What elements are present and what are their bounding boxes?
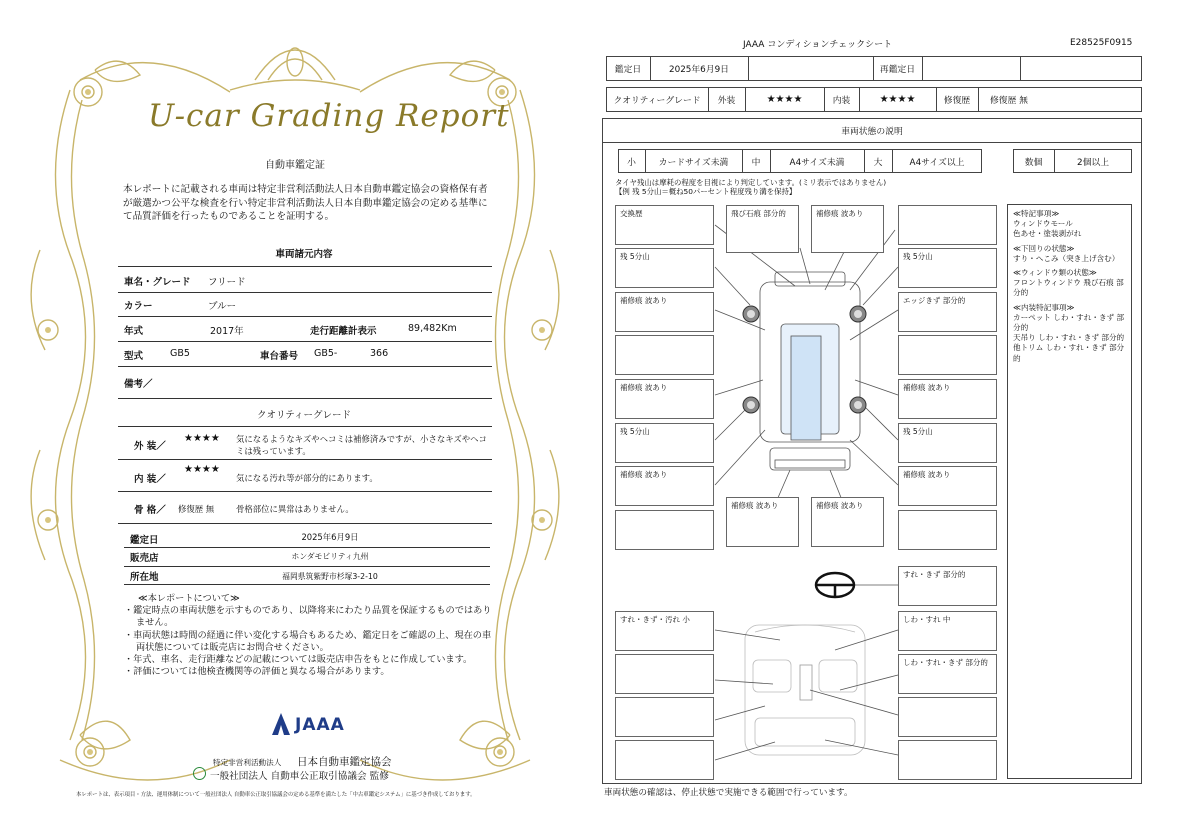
damage-box-front-right <box>898 205 997 245</box>
notes-title: ≪本レポートについて≫ <box>138 593 240 604</box>
damage-box-right-1: 残 5分山 <box>898 248 997 288</box>
fair-trade-mark-icon <box>193 767 206 780</box>
repair-label: 修復歴 <box>943 96 971 106</box>
interior-box-right-3 <box>898 697 997 737</box>
note-item: ・評価については他検査機関等の評価と異なる場合があります。 <box>124 666 390 678</box>
damage-box-rear-left: 補修痕 波あり <box>726 497 799 547</box>
damage-box-right-7 <box>898 510 997 550</box>
legend-medium: 中 <box>751 157 761 168</box>
divider <box>118 523 492 524</box>
remarks-label: 備考／ <box>124 379 153 390</box>
year-value: 2017年 <box>210 326 244 337</box>
condition-check-sheet <box>595 0 1181 835</box>
damage-box-left-4: 補修痕 波あり <box>615 379 714 419</box>
sheet-header: JAAA コンディションチェックシート <box>743 40 893 50</box>
damage-box-left-6: 補修痕 波あり <box>615 466 714 506</box>
certificate-subtitle: 自動車鑑定証 <box>265 160 325 171</box>
legend-medium-desc: A4サイズ未満 <box>789 157 845 168</box>
state-title: 車両状態の説明 <box>841 126 903 137</box>
divider <box>118 459 492 460</box>
divider <box>118 491 492 492</box>
report-title: U-car Grading Report <box>148 98 510 134</box>
mileage-value: 89,482Km <box>408 323 457 334</box>
damage-box-right-5: 残 5分山 <box>898 423 997 463</box>
address-label: 所在地 <box>130 572 159 583</box>
address-value: 福岡県筑紫野市杉塚3-2-10 <box>282 572 378 581</box>
damage-box-front-left: 交換歴 <box>615 205 714 245</box>
chassis-number: 366 <box>370 348 389 359</box>
legend-small: 小 <box>627 157 636 168</box>
frame-status: 修復歴 無 <box>178 504 215 514</box>
inspection-date-value: 2025年6月9日 <box>301 532 359 542</box>
car-name-label: 車名・グレード <box>124 277 191 288</box>
note-item: ・車両状態は時間の経過に伴い変化する場合もあるため、鑑定日をご確認の上、現在の車両状態については販売店にお問合せください。 <box>124 629 492 653</box>
int-grade-stars: ★★★★ <box>879 94 916 105</box>
divider <box>118 398 492 399</box>
grading-certificate <box>0 0 590 835</box>
date-label: 鑑定日 <box>614 65 642 75</box>
org-supervisor: 一般社団法人 自動車公正取引協議会 監修 <box>210 771 389 782</box>
damage-box-front-window: 飛び石痕 部分的 <box>726 205 799 253</box>
divider <box>118 292 492 293</box>
jaaa-logo-icon <box>270 711 292 737</box>
notes-item: すり・へこみ（突き上げ含む） <box>1013 253 1120 263</box>
notes-heading-special: ≪特記事項≫ <box>1013 209 1060 218</box>
damage-box-right-4: 補修痕 波あり <box>898 379 997 419</box>
quality-header: クオリティーグレード <box>256 410 352 421</box>
exterior-stars: ★★★★ <box>184 433 220 444</box>
damage-box-rear-right: 補修痕 波あり <box>811 497 884 547</box>
note-item: ・年式、車名、走行距離などの記載については販売店申告をもとに作成しています。 <box>124 654 473 666</box>
org-name: 日本自動車鑑定協会 <box>297 756 392 768</box>
dealer-value: ホンダモビリティ九州 <box>291 552 369 561</box>
chassis-value: GB5- <box>314 348 338 359</box>
sheet-code: E28525F0915 <box>1070 38 1133 48</box>
divider <box>118 341 492 342</box>
interior-box-steering: すれ・きず 部分的 <box>898 566 997 606</box>
int-grade-label: 内装 <box>832 96 851 106</box>
interior-stars: ★★★★ <box>184 464 220 475</box>
notes-heading-interior: ≪内装特記事項≫ <box>1013 302 1075 312</box>
divider <box>124 584 490 585</box>
notes-item: フロントウィンドウ 飛び石痕 部分的 <box>1013 278 1124 298</box>
divider <box>124 547 490 548</box>
chassis-label: 車台番号 <box>260 351 299 362</box>
interior-box-right-4 <box>898 740 997 780</box>
count-value: 2個以上 <box>1077 157 1109 168</box>
inspection-date-label: 鑑定日 <box>130 535 159 546</box>
ext-grade-stars: ★★★★ <box>766 94 803 105</box>
notes-item: ウィンドウモール <box>1013 219 1073 229</box>
certificate-intro: 本レポートに記載される車両は特定非営利活動法人日本自動車鑑定協会の資格保有者が厳選かつ公平な検査を行い特定非営利活動法人日本自動車鑑定協会の定める基準にて品質評価を行ったものであることを証明する。 <box>123 184 488 222</box>
legend-large: 大 <box>873 157 883 168</box>
frame-label: 骨 格／ <box>134 505 166 516</box>
reinspect-label: 再鑑定日 <box>879 65 916 75</box>
damage-box-right-3 <box>898 335 997 375</box>
date-value: 2025年6月9日 <box>669 65 729 75</box>
interior-box-right-1: しわ・すれ 中 <box>898 611 997 651</box>
sheet-footer: 車両状態の確認は、停止状態で実施できる範囲で行っています。 <box>604 788 853 798</box>
model-value: GB5 <box>170 348 190 359</box>
dealer-label: 販売店 <box>130 553 159 564</box>
damage-box-left-5: 残 5分山 <box>615 423 714 463</box>
mileage-label: 走行距離計表示 <box>310 326 377 337</box>
exterior-label: 外 装／ <box>134 441 166 452</box>
damage-box-hood: 補修痕 波あり <box>811 205 884 253</box>
jaaa-logo-text: JAAA <box>295 715 345 735</box>
interior-box-right-2: しわ・すれ・きず 部分的 <box>898 654 997 694</box>
car-name-value: フリード <box>208 277 246 288</box>
org-prefix: 特定非営利活動法人 <box>213 758 282 767</box>
certificate-footer: 本レポートは、表示項目・方法、運用体制について一般社団法人 自動車公正取引協議会の定める基準を満たした「中古車鑑定システム」に基づき作成しております。 <box>76 792 476 798</box>
spec-header: 車両諸元内容 <box>275 249 333 260</box>
count-label: 数個 <box>1024 157 1043 168</box>
legend-large-desc: A4サイズ以上 <box>909 157 965 168</box>
divider <box>118 316 492 317</box>
notes-item: カーペット しわ・すれ・きず 部分的 <box>1013 312 1125 333</box>
year-label: 年式 <box>124 326 144 337</box>
damage-box-right-2: エッジきず 部分的 <box>898 292 997 332</box>
interior-box-left-2 <box>615 654 714 694</box>
notes-item: 他トリム しわ・すれ・きず 部分的 <box>1013 343 1125 363</box>
notes-item: 色あせ・塗装剥がれ <box>1013 229 1082 239</box>
damage-box-left-3 <box>615 335 714 375</box>
interior-label: 内 装／ <box>134 474 166 485</box>
damage-box-left-2: 補修痕 波あり <box>615 292 714 332</box>
damage-box-left-7 <box>615 510 714 550</box>
tire-note: タイヤ残山は摩耗の程度を目視により判定しています。(ミリ表示ではありません) <box>615 178 887 187</box>
divider <box>118 366 492 367</box>
notes-item: 天吊り しわ・すれ・きず 部分的 <box>1013 333 1125 343</box>
interior-box-left-3 <box>615 697 714 737</box>
divider <box>118 266 492 267</box>
legend-small-desc: カードサイズ未満 <box>658 157 729 168</box>
steering-wheel-icon <box>816 573 854 597</box>
report-notes <box>124 593 494 678</box>
model-label: 型式 <box>124 351 144 362</box>
note-item: ・鑑定時点の車両状態を示すものであり、以降将来にわたり品質を保証するものではありません。 <box>124 605 492 629</box>
divider <box>118 426 492 427</box>
ext-grade-label: 外装 <box>717 96 736 106</box>
special-notes-panel <box>1007 204 1132 779</box>
color-value: ブルー <box>208 301 237 312</box>
damage-box-left-1: 残 5分山 <box>615 248 714 288</box>
damage-box-right-6: 補修痕 波あり <box>898 466 997 506</box>
frame-text: 骨格部位に異常はありません。 <box>236 504 354 514</box>
interior-text: 気になる汚れ等が部分的にあります。 <box>236 473 378 483</box>
exterior-text: 気になるようなキズやヘコミは補修済みですが、小さなキズやヘコミは残っています。 <box>236 434 487 456</box>
color-label: カラー <box>124 301 153 312</box>
repair-value: 修復歴 無 <box>990 96 1028 106</box>
divider <box>124 566 490 567</box>
notes-heading-windows: ≪ウィンドウ類の状態≫ <box>1013 268 1097 278</box>
tire-example: 【例 残 5分山＝概ね50パーセント程度残り溝を保持】 <box>615 187 797 196</box>
quality-label: クオリティーグレード <box>613 96 701 106</box>
notes-heading-underbody: ≪下回りの状態≫ <box>1013 243 1075 253</box>
interior-box-left-4 <box>615 740 714 780</box>
interior-box-left-1: すれ・きず・汚れ 小 <box>615 611 714 651</box>
